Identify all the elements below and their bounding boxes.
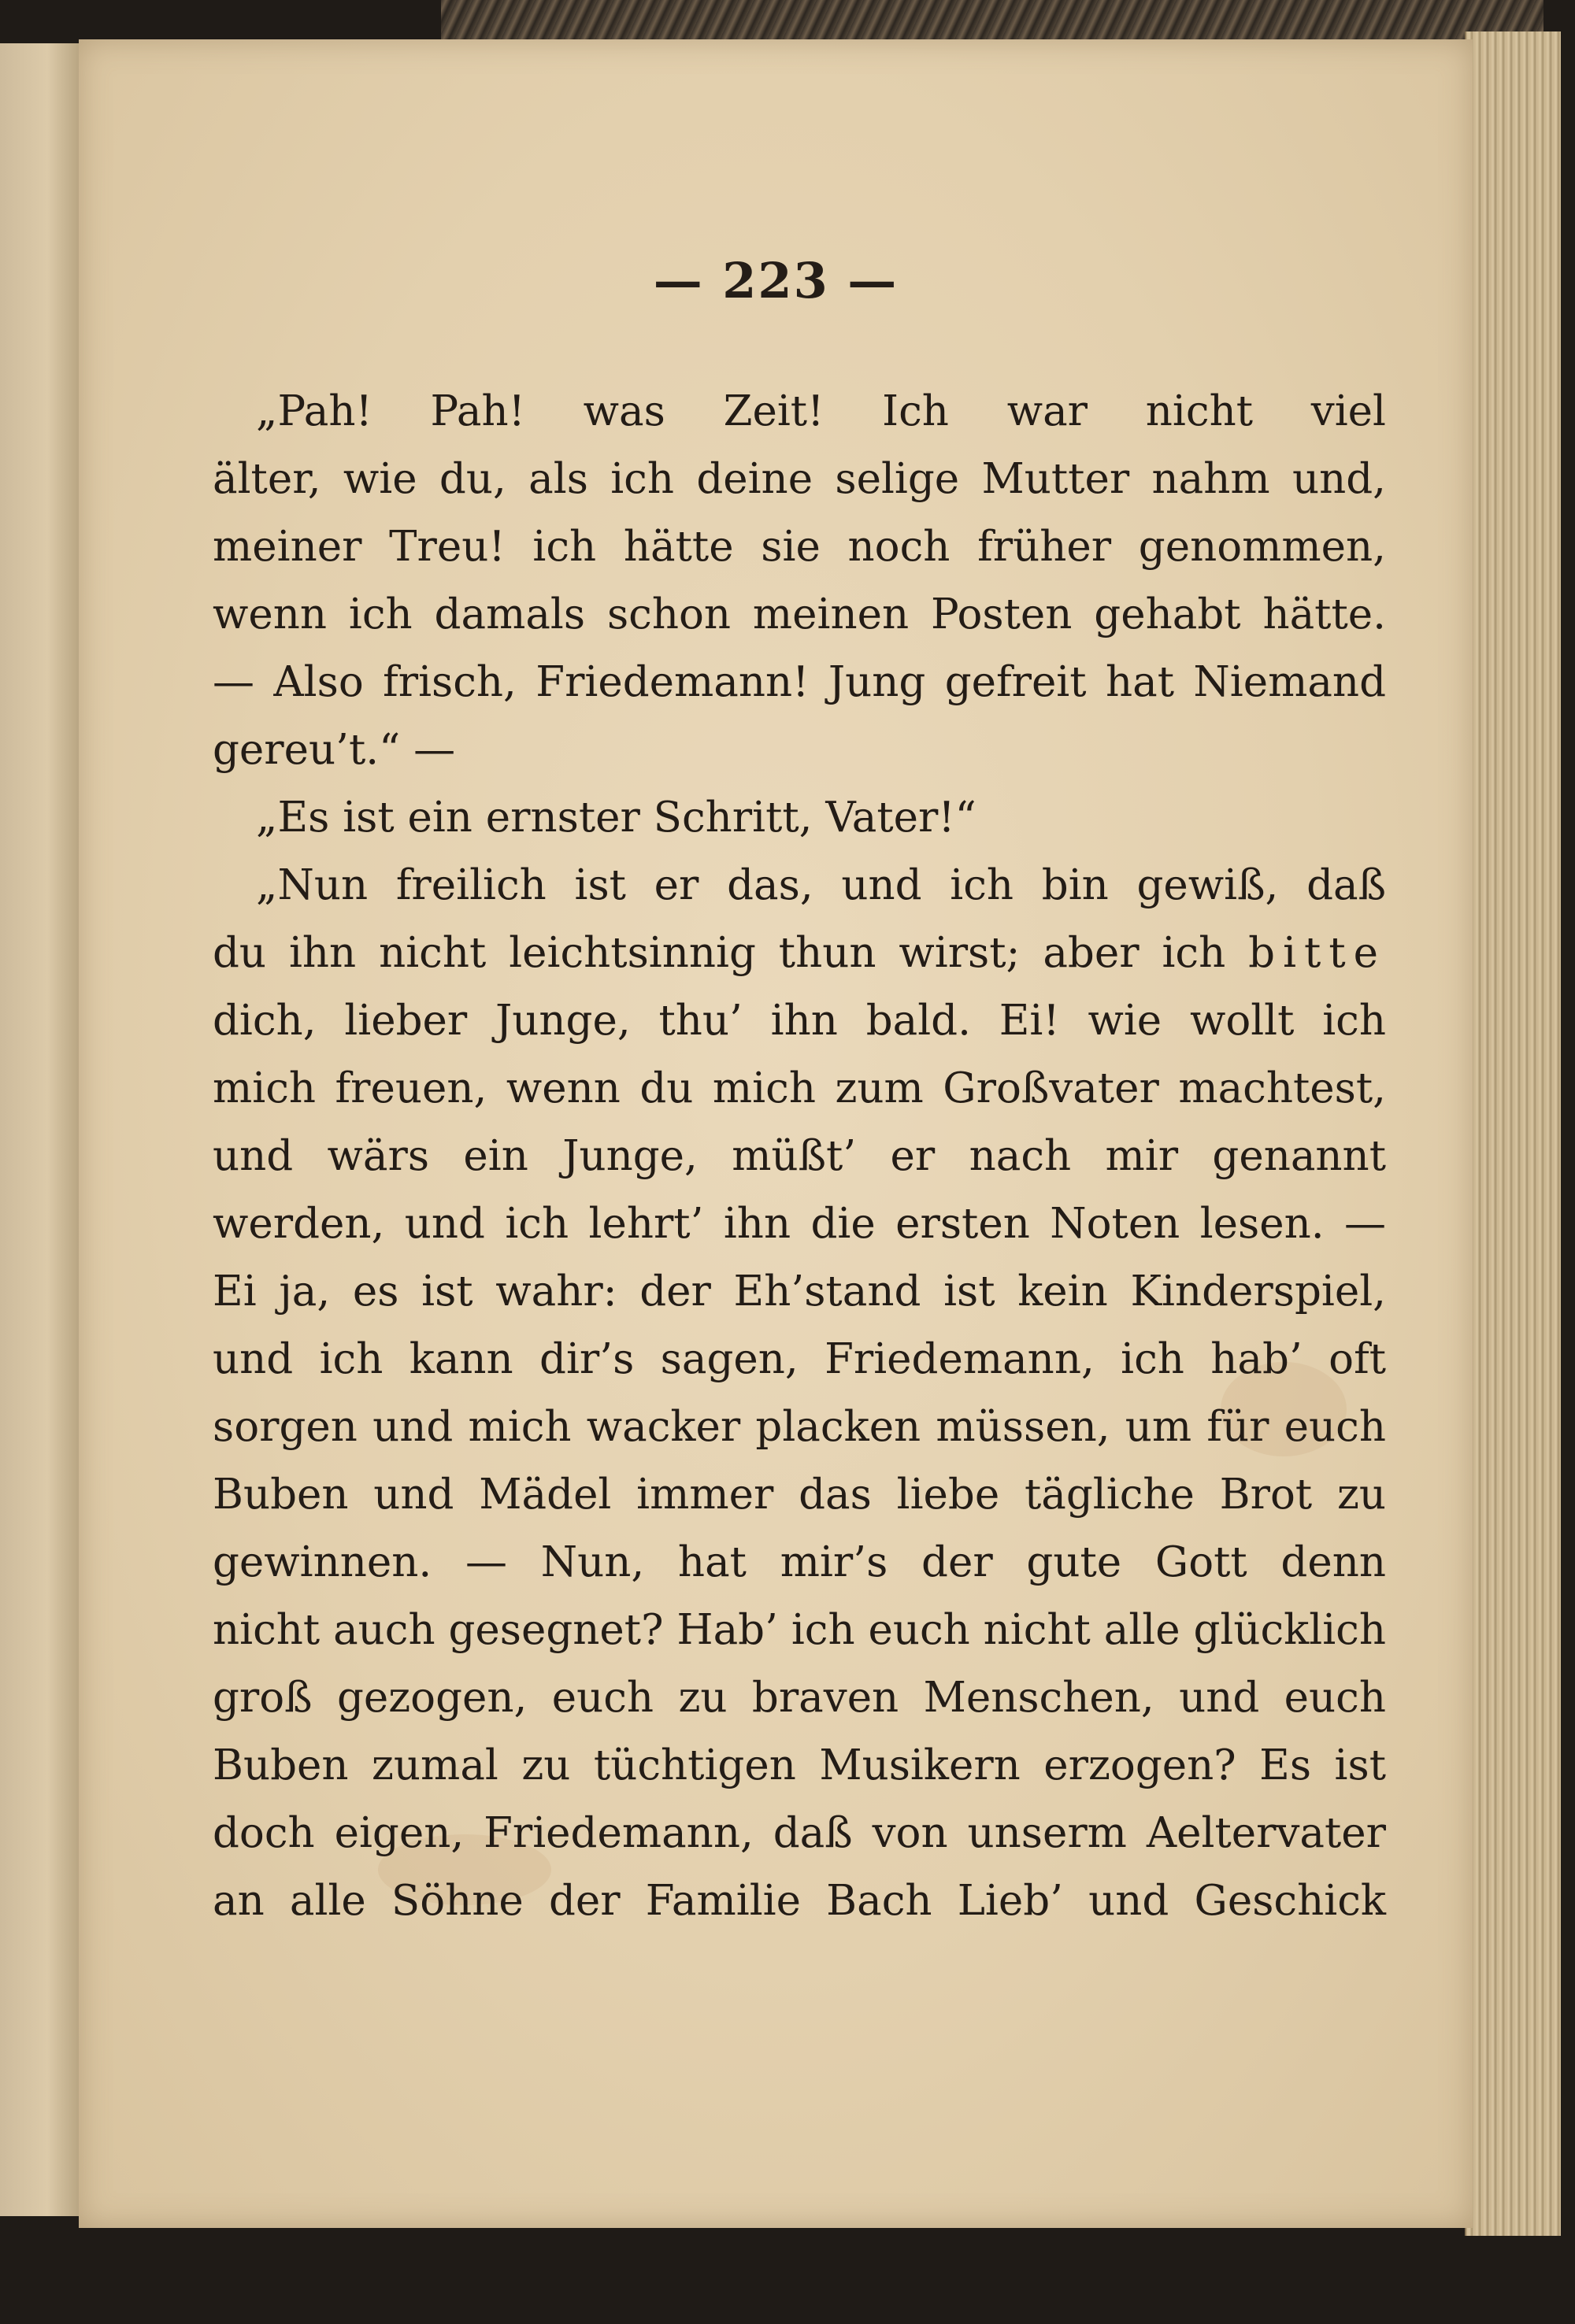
text-line: „Nun freilich ist er das, und ich bin gewiß, daß [256,861,1386,909]
text-line: „Es ist ein ernster Schritt, Vater!“ [256,794,976,842]
facing-page-edge [0,43,80,2216]
text-line: „Pah! Pah! was Zeit! Ich war nicht viel [256,387,1386,435]
text-line: sorgen und mich wacker placken müssen, um für euch [213,1403,1386,1451]
text-line: und ich kann dir’s sagen, Friedemann, ich hab’ oft [213,1335,1386,1383]
text-line: Ei ja, es ist wahr: der Eh’stand ist kein Kinderspiel, [213,1267,1386,1316]
text-line: groß gezogen, euch zu braven Menschen, und euch [213,1674,1386,1722]
book-page [79,39,1473,2228]
text-line: wenn ich damals schon meinen Posten gehabt hätte. [213,590,1386,638]
spaced-word: bitte [1248,929,1386,977]
text-line: dich, lieber Junge, thu’ ihn bald. Ei! wie wollt ich [213,997,1386,1045]
text-line: werden, und ich lehrt’ ihn die ersten Noten lesen. — [213,1200,1386,1248]
text-segment: du ihn nicht leichtsinnig thun wirst; aber ich [213,929,1226,977]
text-line [213,920,1386,987]
text-line: — Also frisch, Friedemann! Jung gefreit hat Niemand [213,658,1386,706]
text-line: doch eigen, Friedemann, daß von unserm Aeltervater [213,1809,1386,1857]
text-line: meiner Treu! ich hätte sie noch früher genommen, [213,523,1386,571]
page-stack-edge [1465,31,1561,2236]
book-cover-edge [441,0,1544,43]
body-text [213,378,1386,1935]
text-line: und wärs ein Junge, müßt’ er nach mir genannt [213,1132,1386,1180]
page-number: — 223 — [653,252,899,309]
text-line: an alle Söhne der Familie Bach Lieb’ und Geschick [213,1877,1386,1925]
text-line: älter, wie du, als ich deine selige Mutter nahm und, [213,455,1386,503]
text-line: gereu’t.“ — [213,726,456,774]
text-line: Buben und Mädel immer das liebe tägliche Brot zu [213,1471,1386,1519]
text-line: gewinnen. — Nun, hat mir’s der gute Gott denn [213,1538,1386,1586]
text-line: Buben zumal zu tüchtigen Musikern erzogen? Es ist [213,1741,1386,1789]
text-line: mich freuen, wenn du mich zum Großvater machtest, [213,1064,1386,1112]
text-line: nicht auch gesegnet? Hab’ ich euch nicht alle glücklich [213,1606,1386,1654]
